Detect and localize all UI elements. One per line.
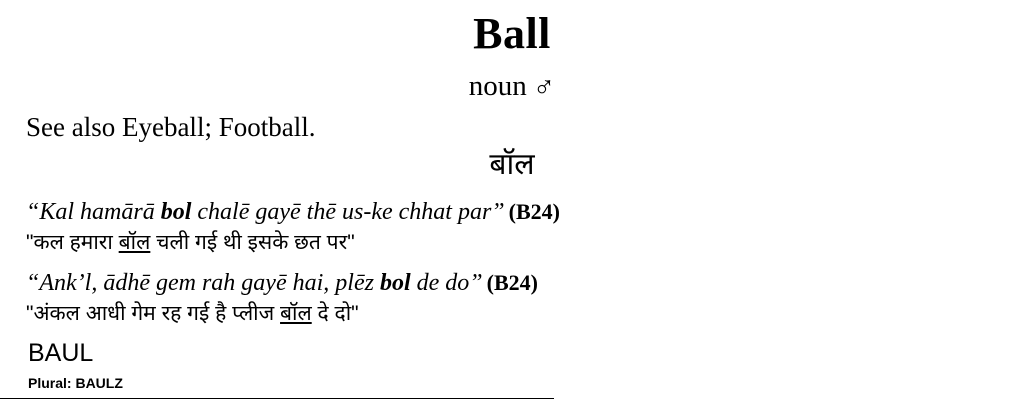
example-devanagari <box>26 299 986 329</box>
plural-form: Plural: BAULZ <box>28 375 123 391</box>
quote-close: ” <box>469 270 483 296</box>
quote-open: “ <box>26 270 40 296</box>
example-deva-keyword: बॉल <box>118 231 151 254</box>
quote-open: “ <box>26 199 40 225</box>
example-item <box>26 196 986 258</box>
example-deva-pre: "अंकल आधी गेम रह गई है प्लीज <box>26 302 281 325</box>
example-deva-post: चली गई थी इसके छत पर" <box>150 231 355 254</box>
example-item <box>26 267 986 329</box>
examples-list <box>26 196 986 338</box>
part-of-speech-label: noun <box>468 70 527 102</box>
example-romanized <box>26 267 986 299</box>
quote-close: ” <box>491 199 505 225</box>
gender-symbol-icon: ♂ <box>532 71 556 104</box>
example-text-pre: Ank’l, ādhē gem rah gayē hai, plēz <box>39 270 380 296</box>
see-also-note: See also Eyeball; Football. <box>26 112 316 142</box>
part-of-speech-line <box>0 68 1024 106</box>
example-keyword: bol <box>160 199 192 225</box>
example-deva-keyword: बॉल <box>280 302 312 325</box>
example-text-post: de do <box>410 270 470 296</box>
devanagari-headword: बॉल <box>489 148 535 181</box>
page-title: Ball <box>473 9 551 58</box>
example-devanagari <box>26 228 986 258</box>
example-text-post: chalē gayē thē us-ke chhat par <box>191 199 492 225</box>
example-deva-post: दे दो" <box>311 302 359 325</box>
footer-divider <box>0 398 554 399</box>
example-deva-pre: "कल हमारा <box>26 231 119 254</box>
example-source: (B24) <box>486 270 538 295</box>
example-text-pre: Kal hamārā <box>39 199 161 225</box>
variant-spelling: BAUL <box>28 339 94 367</box>
example-romanized <box>26 196 986 228</box>
example-keyword: bol <box>379 270 411 296</box>
example-source: (B24) <box>508 199 560 224</box>
